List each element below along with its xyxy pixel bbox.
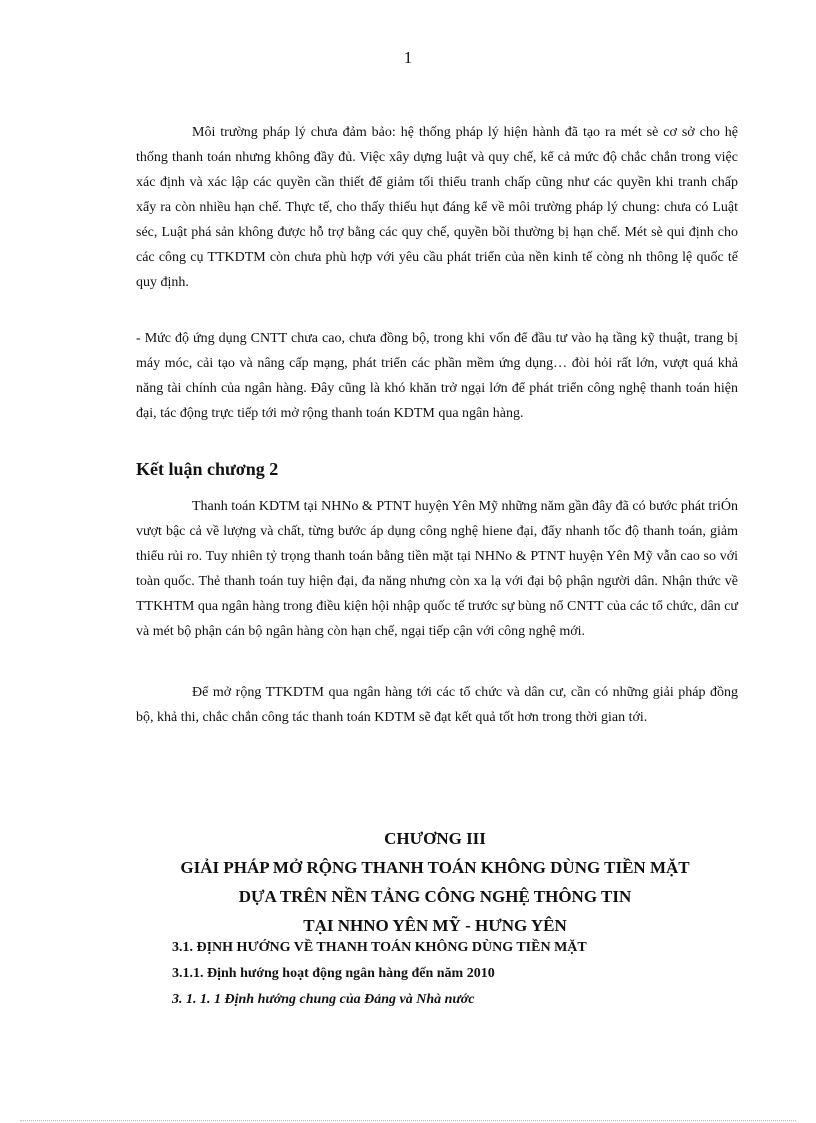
chapter-title-block: [100, 824, 770, 940]
section-heading-3-1-1: 3.1.1. Định hướng hoạt động ngân hàng đến năm 2010: [172, 966, 495, 981]
paragraph-text: Để mở rộng TTKDTM qua ngân hàng tới các tổ chức và dân cư, cần có những giải pháp đồng bộ, khả thi, chắc chắn công tác thanh toán KDTM sẽ đạt kết quả tốt hơn trong thời gian tới.: [136, 685, 738, 725]
chapter-title-line-1: GIẢI PHÁP MỞ RỘNG THANH TOÁN KHÔNG DÙNG TIỀN MẶT: [180, 858, 690, 877]
paragraph-conclusion-solution: [136, 680, 738, 730]
section-heading-3-1-1-1: 3. 1. 1. 1 Định hướng chung của Đảng và Nhà nước: [172, 992, 475, 1007]
chapter-title-line-3: TẠI NHNO YÊN MỸ - HƯNG YÊN: [303, 916, 567, 935]
paragraph-text: Môi trường pháp lý chưa đảm bảo: hệ thống pháp lý hiện hành đã tạo ra mét sè cơ sở cho hệ thống thanh toán nhưng không đầy đủ. Việc xây dựng luật và quy chế, kể cả mức độ chắc chắn trong việc xác định và xác lập các quyền cần thiết để giảm tối thiểu tranh chấp cũng như các quyền khi tranh chấp xẩy ra còn nhiều hạn chế. Thực tế, cho thấy thiếu hụt đáng kể về môi trường pháp lý chung: chưa có Luật séc, Luật phá sản không được hỗ trợ bằng các quy chế, quyền bồi thường bị hạn chế. Mét sè qui định cho các công cụ TTKDTM còn chưa phù hợp với yêu cầu phát triển của nền kinh tế còng nh thông lệ quốc tế quy định.: [136, 125, 738, 290]
paragraph-text: - Mức độ ứng dụng CNTT chưa cao, chưa đồng bộ, trong khi vốn để đầu tư vào hạ tầng kỹ thuật, trang bị máy móc, cải tạo và nâng cấp mạng, phát triển các phần mềm ứng dụng… đòi hỏi rất lớn, vượt quá khả năng tài chính của ngân hàng. Đây cũng là khó khăn trở ngại lớn để phát triển công nghệ thanh toán hiện đại, tác động trực tiếp tới mở rộng thanh toán KDTM qua ngân hàng.: [136, 331, 738, 421]
paragraph-it-application: [136, 326, 738, 426]
chapter-title-line-2: DỰA TRÊN NỀN TẢNG CÔNG NGHỆ THÔNG TIN: [238, 887, 632, 906]
page-number: 1: [403, 48, 413, 67]
conclusion-heading: Kết luận chương 2: [136, 459, 279, 479]
page-bottom-divider: [20, 1120, 796, 1121]
paragraph-conclusion-summary: [136, 494, 738, 644]
chapter-number: CHƯƠNG III: [384, 829, 486, 848]
section-heading-3-1: 3.1. ĐỊNH HƯỚNG VỀ THANH TOÁN KHÔNG DÙNG TIỀN MẶT: [172, 940, 587, 955]
paragraph-legal-environment: [136, 120, 738, 295]
paragraph-text: Thanh toán KDTM tại NHNo & PTNT huyện Yên Mỹ những năm gần đây đã có bước phát triÓn vượt bậc cả về lượng và chất, từng bước áp dụng công nghệ hiene đại, đẩy nhanh tốc độ thanh toán, giảm thiểu rủi ro. Tuy nhiên tỷ trọng thanh toán bằng tiền mặt tại NHNo & PTNT huyện Yên Mỹ vẫn cao so với toàn quốc. Thẻ thanh toán tuy hiện đại, đa năng nhưng còn xa lạ với đại bộ phận người dân. Nhận thức về TTKHTM qua ngân hàng trong điều kiện hội nhập quốc tế trước sự bùng nổ CNTT của các tổ chức, dân cư và mét bộ phận cán bộ ngân hàng còn hạn chế, ngại tiếp cận với công nghệ mới.: [136, 499, 738, 639]
